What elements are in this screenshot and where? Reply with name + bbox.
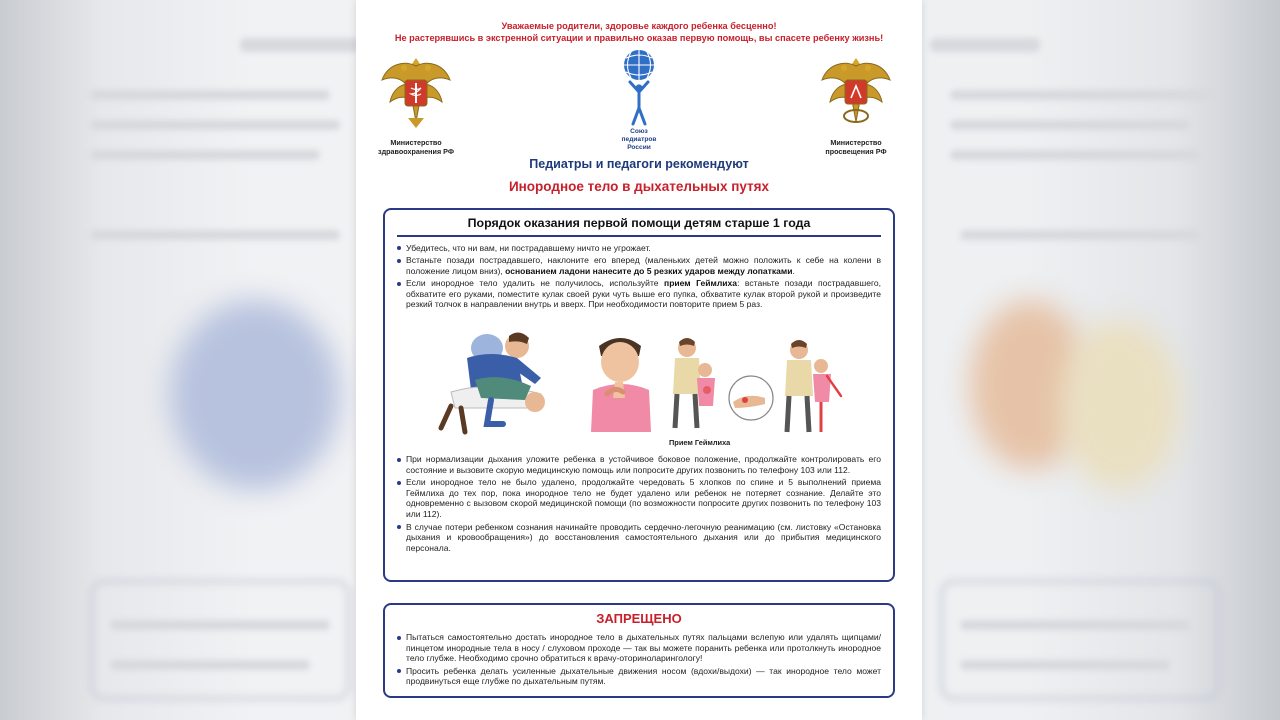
step-3-post: : встаньте позади пострадавшего, обхватите его руками, поместите кулак своей руки чуть выше его пупка, обхватите кулак второй рукой и произведите резкий толчок в направлении внутрь и вверх. При необходимости повторите прием 5 раз. <box>406 278 882 310</box>
step-3-pre: Если инородное тело удалить не получилось, используйте <box>406 278 665 289</box>
logo-line-1: Союз <box>630 128 648 135</box>
education-ministry-line-1: Министерство <box>830 138 882 147</box>
header-line-1: Уважаемые родители, здоровье каждого ребенка бесценно! <box>501 21 777 31</box>
first-aid-step-5: Если инородное тело не было удалено, продолжайте чередовать 5 хлопков по спине и 5 выполнений приема Геймлиха до тех пор, пока инородное тело не будет удалено или ребенок не потеряет сознание. Делайте это одновременно с вызовом скорой медицинской помощи (по возможности попросите других позвонить по телефону 103 или 112). <box>397 477 881 519</box>
pediatricians-union-label <box>596 128 682 152</box>
first-aid-step-4: При нормализации дыхания уложите ребенка в устойчивое боковое положение, продолжайте контролировать его состояние и вызовите скорую медицинскую помощь или попросите других позвонить по телефону 103 или 112. <box>397 454 881 475</box>
logo-line-3: России <box>627 144 651 151</box>
heimlich-step-1-illustration-icon <box>665 334 723 430</box>
step-3-bold: прием Геймлиха <box>664 278 738 289</box>
forbidden-item-1: Пытаться самостоятельно достать инородное тело в дыхательных путях пальцами вслепую или удалять щипцами/пинцетом инородные тела в носу / слуховом проходе — так вы можете поранить ребенка или протолкнуть инородное тело глубже. Необходимо срочно обратиться к врачу-оториноларингологу! <box>397 632 881 664</box>
first-aid-title: Порядок оказания первой помощи детям старше 1 года <box>467 216 811 230</box>
step-2-bold: основанием ладони нанесите до 5 резких ударов между лопатками <box>505 265 793 276</box>
forbidden-box <box>383 603 895 698</box>
header-line-2: Не растерявшись в экстренной ситуации и правильно оказав первую помощь, вы спасете ребенку жизнь! <box>394 33 884 43</box>
education-ministry-label <box>801 138 911 156</box>
heimlich-step-2-illustration-icon <box>781 336 845 434</box>
back-blows-illustration-icon <box>431 328 571 436</box>
heimlich-caption: Прием Геймлиха <box>669 438 731 447</box>
poster-subject-title: Инородное тело в дыхательных путях <box>508 179 770 194</box>
first-aid-step-2 <box>397 255 881 276</box>
fist-detail-illustration-icon <box>721 374 781 422</box>
first-aid-box <box>383 208 895 582</box>
education-ministry-emblem-icon <box>818 52 894 130</box>
step-2-end: . <box>792 265 795 276</box>
health-ministry-line-2: здравоохранения РФ <box>378 147 454 156</box>
education-ministry-line-2: просвещения РФ <box>825 147 887 156</box>
forbidden-item-2: Просить ребенка делать усиленные дыхательные движения носом (вдохи/выдохи) — так инородное тело может продвинуться еще глубже по дыхательным путям. <box>397 666 881 687</box>
health-ministry-line-1: Министерство <box>390 138 442 147</box>
forbidden-list <box>385 632 893 687</box>
first-aid-poster <box>356 0 922 720</box>
first-aid-list-bottom <box>397 454 881 555</box>
logo-line-2: педиатров <box>621 136 657 143</box>
first-aid-step-3 <box>397 278 881 310</box>
forbidden-title: ЗАПРЕЩЕНО <box>596 611 682 626</box>
health-ministry-emblem-icon <box>378 52 454 130</box>
health-ministry-label <box>361 138 471 156</box>
choking-child-illustration-icon <box>585 332 657 432</box>
recommend-heading: Педиатры и педагоги рекомендуют <box>529 157 749 171</box>
step-2-text: Встаньте позади пострадавшего, наклоните его вперед (маленьких детей можно положить к себе на колени в положение лицом вниз), <box>406 255 881 276</box>
title-divider <box>397 235 881 237</box>
first-aid-list-top <box>385 243 893 311</box>
first-aid-step-1: Убедитесь, что ни вам, ни пострадавшему ничто не угрожает. <box>397 243 881 254</box>
first-aid-step-6: В случае потери ребенком сознания начинайте проводить сердечно-легочную реанимацию (см. листовку «Остановка дыхания и кровообращения») до восстановления самостоятельного дыхания или до прибытия медицинского персонала. <box>397 522 881 554</box>
